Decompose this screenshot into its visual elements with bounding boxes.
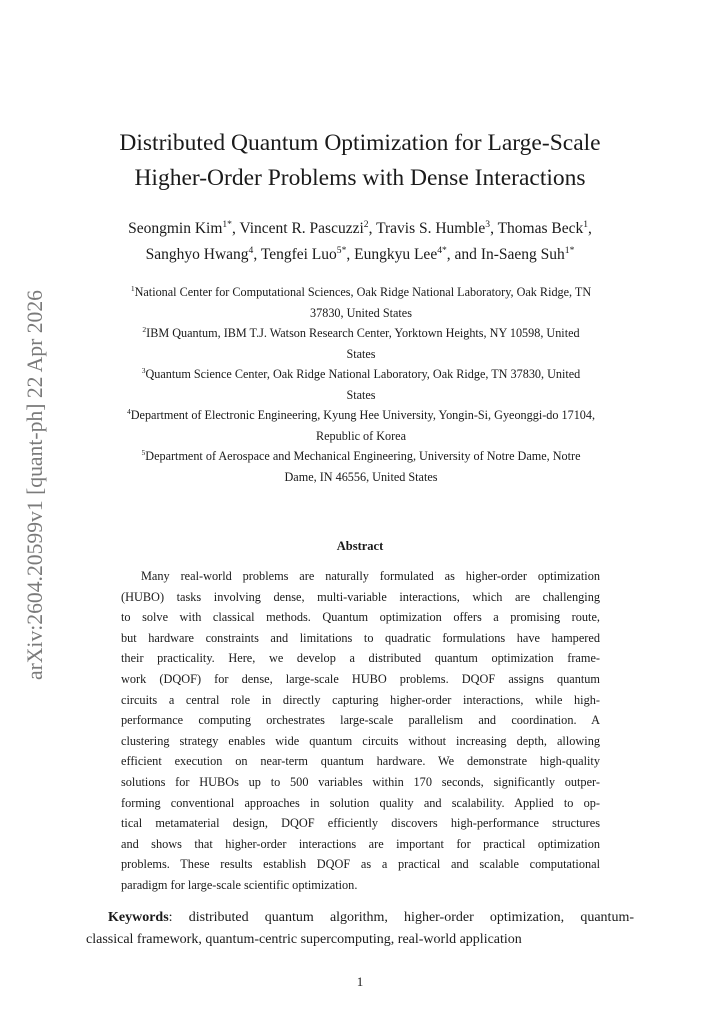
affiliation — [86, 446, 636, 487]
abstract-line: problems. These results establish DQOF as a practical and scalable computational — [121, 857, 600, 872]
affil-mark: 2 — [142, 324, 147, 334]
author-affil-mark: 1* — [222, 218, 232, 230]
author-affil-mark: 5* — [336, 244, 347, 256]
abstract-line: Many real-world problems are naturally formulated as higher-order optimization — [141, 569, 600, 583]
author-affil-mark: 4 — [248, 244, 254, 256]
affiliation — [86, 282, 636, 323]
affil-text-cont: States — [346, 387, 376, 402]
title-line-1: Distributed Quantum Optimization for Large-Scale — [119, 130, 601, 156]
paper-title — [60, 126, 660, 196]
author-name: Thomas Beck — [497, 220, 584, 237]
abstract-line: work (DQOF) for dense, large-scale HUBO problems. DQOF assigns quantum — [121, 671, 600, 686]
affiliation — [86, 364, 636, 405]
abstract-line: circuits a central role in directly capturing higher-order interactions, while high- — [121, 692, 600, 707]
author-name: Tengfei Luo — [260, 246, 337, 263]
author-name: Seongmin Kim — [128, 220, 223, 237]
author-affil-mark: 2 — [363, 218, 369, 230]
affil-mark: 3 — [141, 365, 146, 375]
author-name: Vincent R. Pascuzzi — [239, 220, 364, 237]
page-number: 1 — [356, 974, 364, 989]
abstract-line: forming conventional approaches in solution quality and scalability. Applied to op- — [121, 795, 600, 810]
author-name: In-Saeng Suh — [480, 246, 565, 263]
author-name: Travis S. Humble — [376, 220, 486, 237]
affil-mark: 5 — [141, 447, 146, 457]
abstract-line: clustering strategy enables wide quantum circuits without increasing depth, allowing — [121, 733, 600, 748]
author-separator: , and — [446, 246, 481, 263]
author-separator: , — [231, 220, 240, 237]
abstract-line: paradigm for large-scale scientific optimization. — [121, 877, 358, 892]
keywords-label: Keywords — [108, 910, 169, 925]
affil-text: Department of Electronic Engineering, Kyung Hee University, Yongin-Si, Gyeonggi-do 17104, — [130, 408, 596, 422]
affiliation — [86, 405, 636, 446]
abstract-line: and shows that higher-order interactions are important for practical optimization — [121, 836, 600, 851]
affil-text: Quantum Science Center, Oak Ridge National Laboratory, Oak Ridge, TN 37830, United — [145, 367, 581, 381]
keywords-text: : distributed quantum algorithm, higher-order optimization, quantum- — [168, 910, 634, 925]
abstract-line: their practicality. Here, we develop a distributed quantum optimization frame- — [121, 651, 600, 666]
author-separator: , — [253, 246, 261, 263]
title-line-2: Higher-Order Problems with Dense Interactions — [134, 165, 586, 191]
abstract-line: (HUBO) tasks involving dense, multi-variable interactions, which are challenging — [121, 589, 600, 604]
arxiv-stamp-text: arXiv:2604.20599v1 [quant-ph] 22 Apr 2026 — [22, 284, 47, 680]
author-separator: , — [368, 220, 377, 237]
author-separator: , — [588, 220, 592, 237]
affil-mark: 4 — [126, 406, 131, 416]
abstract-line: to solve with classical methods. Quantum optimization offers a promising route, — [121, 610, 600, 625]
affil-text-cont: Dame, IN 46556, United States — [284, 469, 438, 484]
author-affil-mark: 1* — [564, 244, 575, 256]
affil-text: IBM Quantum, IBM T.J. Watson Research Center, Yorktown Heights, NY 10598, United — [146, 326, 580, 340]
author-line-1 — [60, 216, 660, 242]
affil-text-cont: Republic of Korea — [315, 428, 407, 443]
abstract-line: solutions for HUBOs up to 500 variables within 170 seconds, significantly outper- — [121, 774, 600, 789]
author-list — [60, 216, 660, 268]
author-separator: , — [346, 246, 355, 263]
author-affil-mark: 4* — [437, 244, 447, 256]
abstract-body — [121, 566, 600, 896]
affiliation-list — [86, 282, 636, 487]
author-line-2 — [60, 242, 660, 268]
arxiv-identifier-stamp[interactable] — [14, 284, 54, 684]
affiliation — [86, 323, 636, 364]
abstract-line: but hardware constraints and limitations to quadratic formulations have hampered — [121, 630, 600, 645]
affil-text: National Center for Computational Sciences, Oak Ridge National Laboratory, Oak Ridge, TN — [134, 285, 592, 299]
abstract-line: tical metamaterial design, DQOF efficiently discovers high-performance structures — [121, 816, 600, 831]
arxiv-stamp-svg — [14, 284, 54, 684]
keywords-section — [86, 907, 634, 951]
abstract-line: efficient execution on near-term quantum hardware. We demonstrate high-quality — [121, 754, 600, 769]
author-affil-mark: 3 — [485, 218, 491, 230]
author-affil-mark: 1 — [583, 218, 589, 230]
affil-mark: 1 — [130, 283, 135, 293]
keywords-line-1 — [86, 907, 634, 929]
affil-text-cont: 37830, United States — [310, 305, 412, 320]
keywords-line-2: classical framework, quantum-centric supercomputing, real-world application — [86, 932, 522, 947]
author-name: Eungkyu Lee — [354, 246, 438, 263]
affil-text-cont: States — [346, 346, 376, 361]
affil-text: Department of Aerospace and Mechanical Engineering, University of Notre Dame, Notre — [145, 449, 581, 463]
abstract-heading: Abstract — [336, 539, 384, 553]
author-name: Sanghyo Hwang — [145, 246, 249, 263]
author-separator: , — [490, 220, 498, 237]
abstract-line: performance computing orchestrates large-scale parallelism and coordination. A — [121, 713, 600, 728]
